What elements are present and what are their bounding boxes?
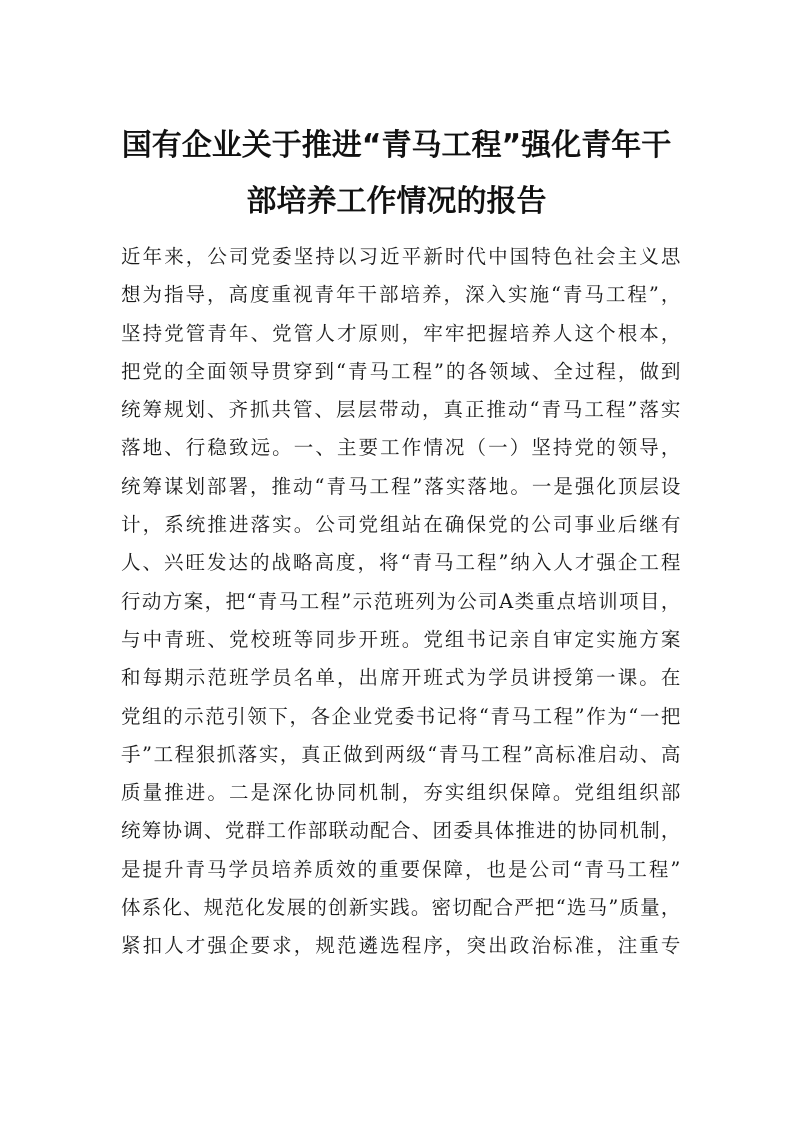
body-line: 统筹规划、齐抓共管、层层带动，真正推动“青马工程”落实: [121, 398, 681, 422]
document-title: [100, 118, 693, 230]
body-line: 人、兴旺发达的战略高度，将“青马工程”纳入人才强企工程: [121, 551, 681, 575]
body-line: 行动方案，把“青马工程”示范班列为公司A类重点培训项目，: [121, 589, 681, 613]
title-line-2: 部培养工作情况的报告: [246, 184, 547, 219]
body-line: 想为指导，高度重视青年干部培养，深入实施“青马工程”，: [121, 283, 681, 307]
body-line: 统筹谋划部署，推动“青马工程”落实落地。一是强化顶层设: [121, 474, 681, 498]
body-line: 与中青班、党校班等同步开班。党组书记亲自审定实施方案: [121, 627, 681, 651]
body-line: 计，系统推进落实。公司党组站在确保党的公司事业后继有: [121, 513, 681, 537]
body-line: 手”工程狠抓落实，真正做到两级“青马工程”高标准启动、高: [121, 742, 681, 766]
body-line: 坚持党管青年、党管人才原则，牢牢把握培养人这个根本，: [121, 321, 681, 345]
body-line: 质量推进。二是深化协同机制，夯实组织保障。党组组织部: [121, 781, 681, 805]
body-line: 党组的示范引领下，各企业党委书记将“青马工程”作为“一把: [121, 704, 681, 728]
body-line: 落地、行稳致远。一、主要工作情况（一）坚持党的领导，: [121, 436, 681, 460]
body-line: 和每期示范班学员名单，出席开班式为学员讲授第一课。在: [121, 666, 681, 690]
body-line: 把党的全面领导贯穿到“青马工程”的各领域、全过程，做到: [121, 359, 681, 383]
title-line-1: 国有企业关于推进“青马工程”强化青年干: [121, 128, 672, 163]
body-line: 近年来，公司党委坚持以习近平新时代中国特色社会主义思: [121, 245, 681, 268]
body-line: 体系化、规范化发展的创新实践。密切配合严把“选马”质量，: [121, 896, 681, 920]
body-line: 紧扣人才强企要求，规范遴选程序，突出政治标准，注重专: [121, 934, 681, 958]
body-line: 是提升青马学员培养质效的重要保障，也是公司“青马工程”: [121, 857, 681, 881]
body-line: 统筹协调、党群工作部联动配合、团委具体推进的协同机制，: [121, 819, 681, 843]
document-body: [121, 238, 681, 966]
